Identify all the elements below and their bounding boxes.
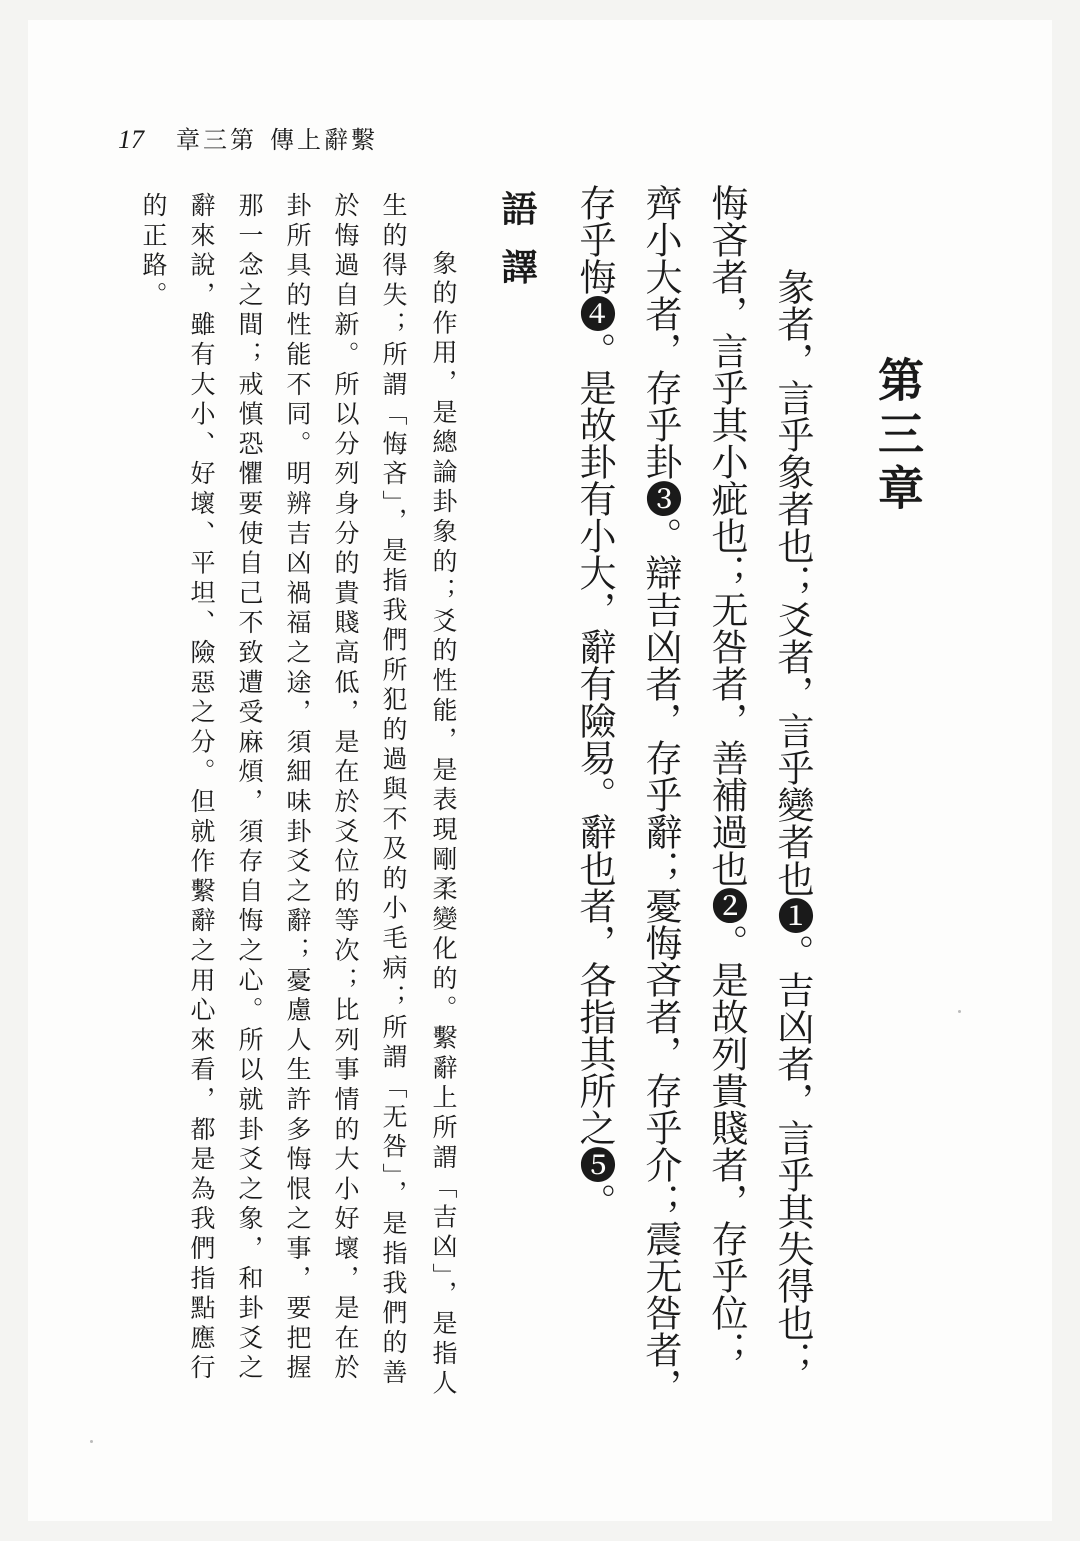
classic-text-column-1: 彖者，言乎象者也；爻者，言乎變者也❶。吉凶者，言乎其失得也； bbox=[771, 268, 814, 1378]
classic-text-column-2: 悔吝者，言乎其小疵也；无咎者，善補過也❷。是故列貴賤者，存乎位； bbox=[705, 184, 748, 1368]
chapter-title: 第三章 bbox=[871, 356, 925, 518]
translation-column-3: 於悔過自新。所以分列身分的貴賤高低，是在於爻位的等次；比列事情的大小好壞，是在於 bbox=[331, 192, 360, 1384]
translation-column-1: 象的作用，是總論卦象的；爻的性能，是表現剛柔變化的。繫辭上所謂「吉凶」，是指人 bbox=[429, 220, 458, 1400]
translation-column-5: 那一念之間；戒慎恐懼要使自己不致遭受麻煩，須存自悔之心。所以就卦爻之象，和卦爻之 bbox=[235, 192, 264, 1384]
running-head-book: 傳上辭繫 bbox=[270, 126, 378, 154]
classic-text-column-3: 齊小大者，存乎卦❸。辯吉凶者，存乎辭；憂悔吝者，存乎介；震无咎者， bbox=[639, 184, 682, 1405]
running-head-chapter: 章三第 bbox=[176, 126, 257, 154]
page-sheet bbox=[28, 20, 1052, 1521]
classic-text-column-4: 存乎悔❹。是故卦有小大，辭有險易。辭也者，各指其所之❺。 bbox=[573, 184, 616, 1220]
translation-column-6: 辭來說，雖有大小、好壞、平坦、險惡之分。但就作繫辭之用心來看，都是為我們指點應行 bbox=[187, 192, 216, 1384]
margin-speck bbox=[90, 1440, 93, 1443]
page-number: 17 bbox=[118, 125, 144, 154]
translation-column-7: 的正路。 bbox=[139, 192, 168, 312]
translation-column-2: 生的得失；所謂「悔吝」，是指我們所犯的過與不及的小毛病；所謂「无咎」，是指我們的善 bbox=[379, 192, 408, 1389]
translation-column-4: 卦所具的性能不同。明辨吉凶禍福之途，須細味卦爻之辭；憂慮人生許多悔恨之事，要把握 bbox=[283, 192, 312, 1384]
translation-heading: 語譯 bbox=[496, 190, 538, 306]
margin-speck bbox=[958, 1010, 961, 1013]
